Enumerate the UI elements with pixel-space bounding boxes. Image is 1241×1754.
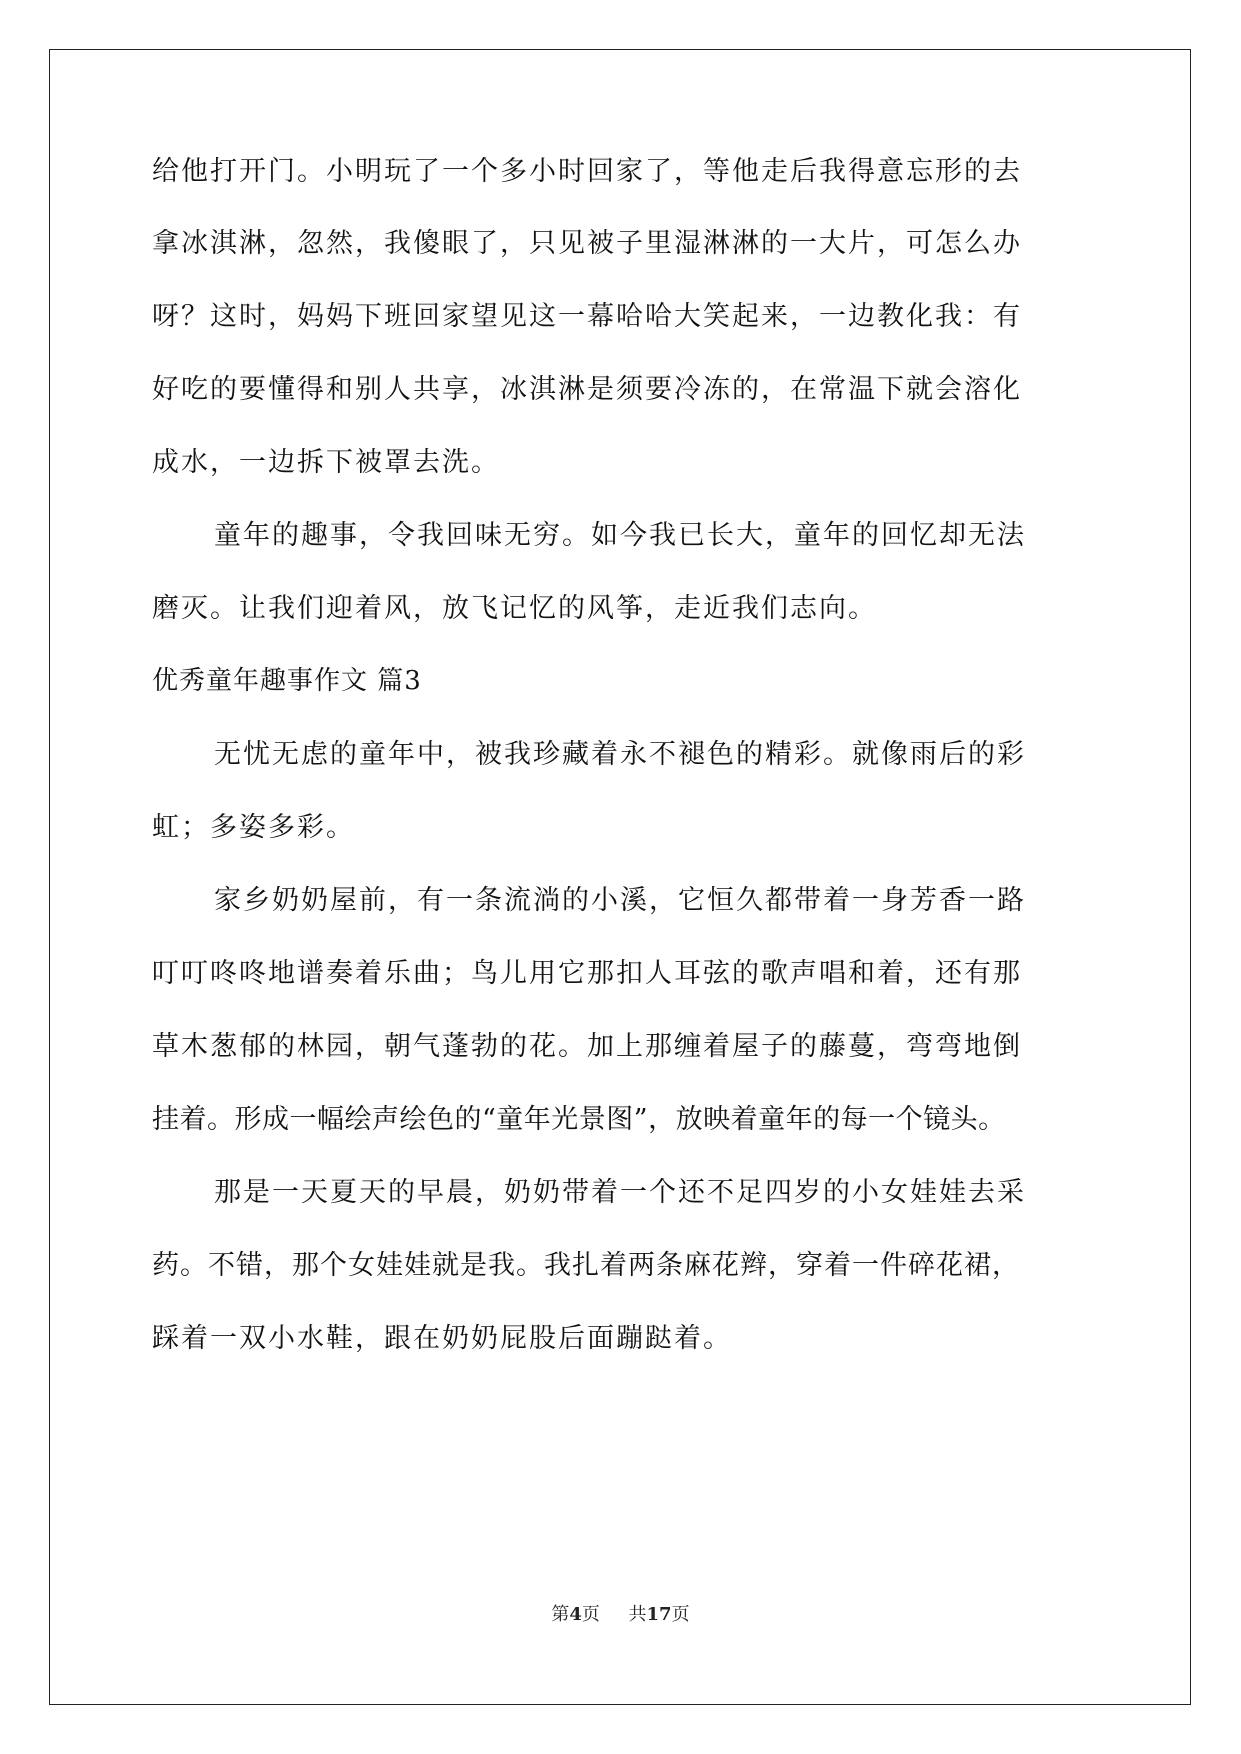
- text-line: 叮叮咚咚地谱奏着乐曲；鸟儿用它那扣人耳弦的歌声唱和着，还有那: [152, 958, 1022, 989]
- text-line: 拿冰淇淋，忽然，我傻眼了，只见被子里湿淋淋的一大片，可怎么办: [152, 228, 1022, 259]
- text-line: 那是一天夏天的早晨，奶奶带着一个还不足四岁的小女娃娃去采: [214, 1177, 1026, 1208]
- page-border: [49, 49, 1191, 1705]
- text-line: 童年的趣事，令我回味无穷。如今我已长大，童年的回忆却无法: [214, 520, 1026, 551]
- section-heading: 优秀童年趣事作文 篇3: [152, 666, 422, 696]
- text-line: 给他打开门。小明玩了一个多小时回家了，等他走后我得意忘形的去: [152, 156, 1022, 187]
- text-line: 草木葱郁的林园，朝气蓬勃的花。加上那缠着屋子的藤蔓，弯弯地倒: [152, 1031, 1022, 1062]
- text-line: 踩着一双小水鞋，跟在奶奶屁股后面蹦跶着。: [152, 1323, 732, 1354]
- text-line: 好吃的要懂得和别人共享，冰淇淋是须要冷冻的，在常温下就会溶化: [152, 374, 1022, 405]
- text-line: 磨灭。让我们迎着风，放飞记忆的风筝，走近我们志向。: [152, 593, 877, 624]
- text-line: 无忧无虑的童年中，被我珍藏着永不褪色的精彩。就像雨后的彩: [214, 739, 1026, 770]
- page-footer: [0, 1600, 1241, 1626]
- text-line: 呀？这时，妈妈下班回家望见这一幕哈哈大笑起来，一边教化我：有: [152, 301, 1022, 332]
- footer-total-pages: 17: [646, 1604, 672, 1625]
- text-line: 挂着。形成一幅绘声绘色的“童年光景图”，放映着童年的每一个镜头。: [152, 1104, 1006, 1135]
- footer-total-suffix: 页: [671, 1604, 690, 1625]
- footer-page-suffix: 页: [581, 1604, 600, 1625]
- footer-page-prefix: 第: [551, 1604, 570, 1625]
- footer-total-prefix: 共: [628, 1604, 647, 1625]
- footer-page-number: 4: [569, 1604, 582, 1625]
- text-line: 成水，一边拆下被罩去洗。: [152, 447, 500, 478]
- text-line: 药。不错，那个女娃娃就是我。我扎着两条麻花辫，穿着一件碎花裙，: [152, 1250, 1020, 1281]
- text-line: 家乡奶奶屋前，有一条流淌的小溪，它恒久都带着一身芳香一路: [214, 885, 1026, 916]
- text-line: 虹；多姿多彩。: [152, 812, 355, 843]
